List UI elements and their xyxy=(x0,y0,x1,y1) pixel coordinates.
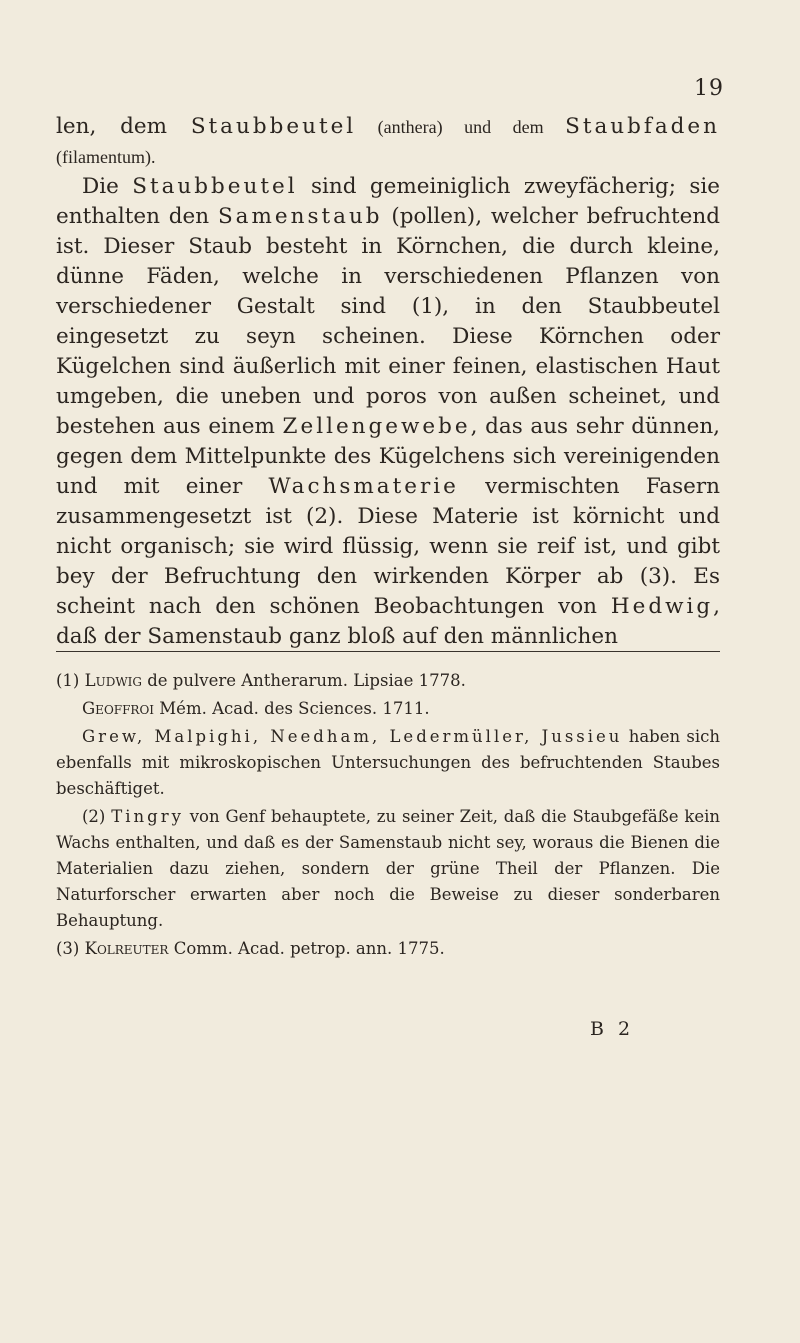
footnote-1c xyxy=(56,724,720,802)
term-zellengewebe: Zellengewebe xyxy=(282,414,471,439)
text-run: , das aus sehr dünnen, gegen dem Mittelpunkte des Kügelchens sich vereinigenden und mit einer xyxy=(56,414,720,499)
latin-term: (anthera) und dem xyxy=(356,117,566,137)
footnote-number: (2) xyxy=(82,807,106,826)
page-number: 19 xyxy=(694,76,724,101)
footnote-2 xyxy=(56,804,720,934)
footnote-number: (1) xyxy=(56,671,80,690)
text-run: (pollen), welcher befruchtend ist. Dieser Staub besteht in Körnchen, die durch kleine, dünne Fäden, welche in verschiedenen Pflanzen von verschiedener Gestalt sind (1), in den Staubbeutel eingesetzt zu seyn scheinen. Diese Körnchen oder Kügelchen sind äußerlich mit einer feinen, elastischen Haut umgeben, die uneben und poros von außen scheinet, und bestehen aus einem xyxy=(56,204,720,439)
footnote-3 xyxy=(56,936,720,962)
footnote-authors: Grew, Malpighi, Needham, Ledermüller, Jussieu xyxy=(82,727,623,746)
footnote-text: haben sich ebenfalls mit mikroskopischen Untersuchungen des befruchtenden Staubes beschäftiget. xyxy=(56,727,720,798)
paragraph-continuation xyxy=(56,112,720,172)
footnote-1b xyxy=(56,696,720,722)
footnote-1 xyxy=(56,668,720,694)
footnote-author: Geoffroi xyxy=(82,699,155,718)
text-run: len, dem xyxy=(56,114,191,139)
footnotes xyxy=(56,668,720,964)
footnote-text: de pulvere Antherarum. Lipsiae 1778. xyxy=(141,671,466,690)
text-run: Die xyxy=(82,174,133,199)
footnote-author: Ludwig xyxy=(84,671,142,690)
footnote-text: Mém. Acad. des Sciences. 1711. xyxy=(154,699,430,718)
footnote-author: Tingry xyxy=(111,807,184,826)
term-wachsmaterie: Wachsmaterie xyxy=(268,474,459,499)
term-samenstaub: Samenstaub xyxy=(217,204,383,229)
paragraph-main xyxy=(56,172,720,652)
footnote-number: (3) xyxy=(56,939,80,958)
signature-mark: B 2 xyxy=(590,1018,635,1040)
footnote-author: Kolreuter xyxy=(84,939,169,958)
footnote-text: von Genf behauptete, zu seiner Zeit, daß die Staubgefäße kein Wachs enthalten, und daß es der Samenstaub nicht sey, woraus die Bienen die Materialien dazu ziehen, sondern der grüne Theil der Pflanzen. Die Naturforscher erwarten aber noch die Beweise zu dieser sonderbaren Behauptung. xyxy=(56,807,720,930)
author-hedwig: Hedwig xyxy=(610,594,714,619)
text-run: vermischten Fasern zusammengesetzt ist (2). Diese Materie ist körnicht und nicht organisch; sie wird flüssig, wenn sie reif ist, und gibt bey der Befruchtung den wirkenden Körper ab (3). Es scheint nach den schönen Beobachtungen von xyxy=(56,474,721,619)
term-staubfaden: Staubfaden xyxy=(565,114,720,139)
term-staubbeutel: Staubbeutel xyxy=(132,174,298,199)
text-run: sind gemeiniglich zweyfächerig; sie enthalten den xyxy=(56,174,720,229)
main-text xyxy=(56,112,720,652)
footnote-text: Comm. Acad. petrop. ann. 1775. xyxy=(168,939,445,958)
text-run: , daß der Samenstaub ganz bloß auf den männlichen xyxy=(56,594,720,649)
term-staubbeutel: Staubbeutel xyxy=(190,114,357,139)
footnote-rule xyxy=(56,651,720,652)
latin-term: (filamentum). xyxy=(56,147,156,167)
